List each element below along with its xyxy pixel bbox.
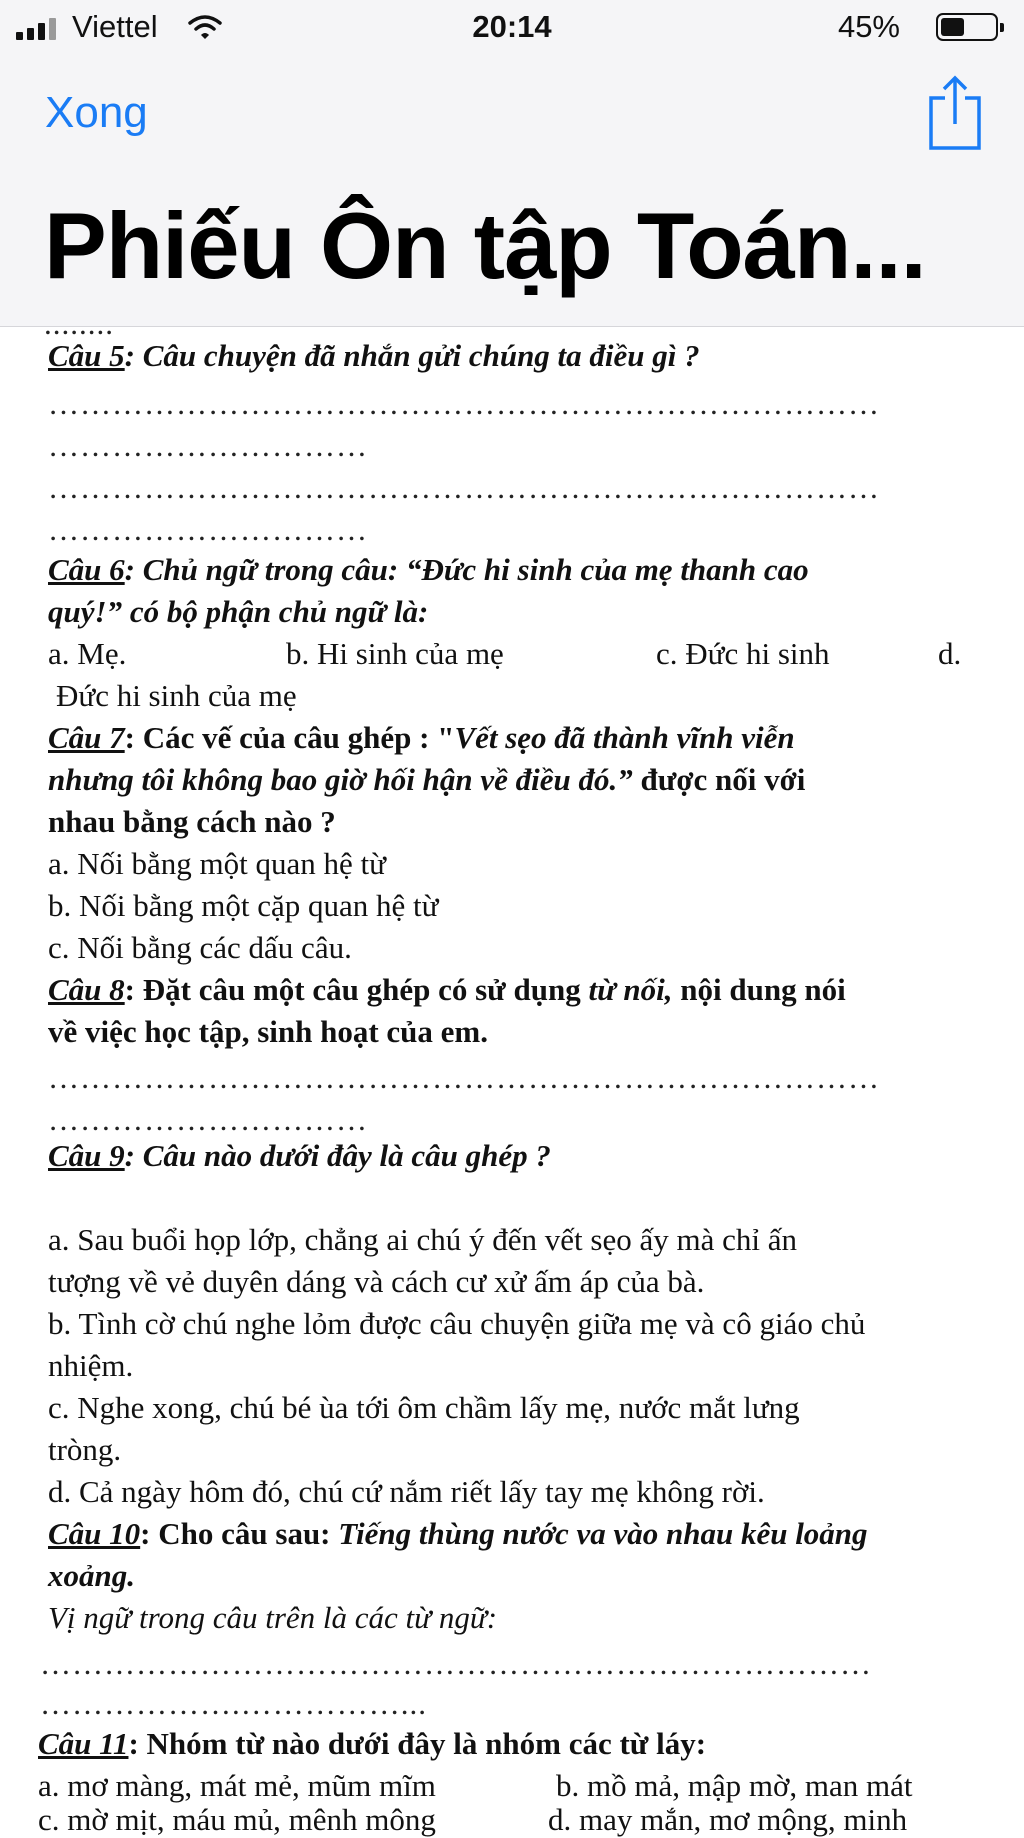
question-label: Câu 9 [48, 1138, 125, 1173]
question-label: Câu 10 [48, 1516, 141, 1551]
question-text: Đặt câu một câu ghép có sử dụng [142, 972, 589, 1007]
question-text: về việc học tập, sinh hoạt của em. [48, 1014, 489, 1049]
option-d: d. Cả ngày hôm đó, chú cứ nắm riết lấy tay mẹ không rời. [48, 1474, 765, 1509]
question-text: Chủ ngữ trong câu: “Đức hi sinh của mẹ thanh cao [142, 552, 809, 587]
question-text: Cho câu sau: [150, 1516, 339, 1551]
option-c: c. Nghe xong, chú bé ùa tới ôm chầm lấy mẹ, nước mắt lưng [48, 1390, 800, 1425]
question-label: Câu 8 [48, 972, 125, 1007]
option-c-cont: tròng. [48, 1432, 122, 1467]
question-text: được nối với [632, 762, 806, 797]
document-view[interactable] [0, 306, 1024, 1837]
answer-line: ………………………… [48, 1102, 368, 1137]
question-text: từ nối, [588, 972, 673, 1007]
option-a: a. mơ màng, mát mẻ, mũm mĩm [38, 1768, 436, 1803]
question-text: Các vế của câu ghép : " [142, 720, 455, 755]
question-label: Câu 6 [48, 552, 125, 587]
option-b: b. Hi sinh của mẹ [286, 636, 504, 671]
option-c: c. Nối bằng các dấu câu. [48, 930, 352, 965]
option-b-cont: nhiệm. [48, 1348, 134, 1383]
question-7: Câu 7: Các vế của câu ghép : "Vết sẹo đã thành vĩnh viễn [48, 720, 795, 755]
question-text: nội dung nói [672, 972, 846, 1007]
answer-line: …………………………………………………………………… [48, 386, 880, 421]
option-c: c. mờ mịt, máu mủ, mênh mông [38, 1802, 436, 1837]
question-text: Câu chuyện đã nhắn gửi chúng ta điều gì ? [142, 338, 700, 373]
question-6: Câu 6: Chủ ngữ trong câu: “Đức hi sinh của mẹ thanh cao [48, 552, 809, 587]
option-a: a. Nối bằng một quan hệ từ [48, 846, 386, 881]
question-8: Câu 8: Đặt câu một câu ghép có sử dụng từ nối, nội dung nói [48, 972, 846, 1007]
status-time: 20:14 [472, 9, 552, 44]
answer-line: ………………………… [48, 512, 368, 547]
question-prompt: Vị ngữ trong câu trên là các từ ngữ: [48, 1600, 498, 1635]
option-a: a. Sau buổi họp lớp, chẳng ai chú ý đến vết sẹo ấy mà chỉ ấn [48, 1222, 797, 1257]
question-quote: Vết sẹo đã thành vĩnh viễn [454, 720, 795, 755]
option-a: a. Mẹ. [48, 636, 127, 671]
status-bar [0, 0, 1024, 56]
answer-line: …………………………………………………………………… [48, 470, 880, 505]
answer-line: …………………………………………………………………… [40, 1646, 872, 1681]
question-text: quý!” có bộ phận chủ ngữ là: [48, 594, 429, 629]
answer-line: ………………………… [48, 428, 368, 463]
page-title: Phiếu Ôn tập Toán... [44, 193, 926, 298]
answer-line: ……………….……………... [40, 1686, 427, 1721]
option-b: b. Nối bằng một cặp quan hệ từ [48, 888, 439, 923]
question-quote: nhưng tôi không bao giờ hối hận về điều đó.” [48, 762, 633, 797]
carrier-name: Viettel [72, 9, 158, 44]
question-text: Câu nào dưới đây là câu ghép ? [142, 1138, 551, 1173]
done-button[interactable]: Xong [45, 88, 148, 137]
question-text: nhau bằng cách nào ? [48, 804, 336, 839]
question-quote: xoảng. [48, 1558, 135, 1593]
header-area [0, 0, 1024, 327]
option-b: b. mồ mả, mập mờ, man mát [556, 1768, 913, 1803]
question-label: Câu 5 [48, 338, 125, 373]
option-a-cont: tượng về vẻ duyên dáng và cách cư xử ấm áp của bà. [48, 1264, 705, 1299]
question-5: Câu 5: Câu chuyện đã nhắn gửi chúng ta điều gì ? [48, 338, 700, 373]
answer-line: …………………………………………………………………… [48, 1060, 880, 1095]
question-label: Câu 11 [38, 1726, 129, 1761]
option-c: c. Đức hi sinh [656, 636, 830, 671]
question-9: Câu 9: Câu nào dưới đây là câu ghép ? [48, 1138, 551, 1173]
dotted-line: ........ [44, 306, 114, 341]
question-7-line2 [48, 762, 805, 798]
share-icon[interactable] [927, 74, 983, 157]
question-quote: Tiếng thùng nước va vào nhau kêu loảng [338, 1516, 868, 1551]
option-d: d. [938, 636, 962, 671]
option-d: d. may mắn, mơ mộng, minh [548, 1802, 908, 1837]
battery-icon [936, 13, 998, 41]
question-text: Nhóm từ nào dưới đây là nhóm các từ láy: [146, 1726, 707, 1761]
option-b: b. Tình cờ chú nghe lỏm được câu chuyện giữa mẹ và cô giáo chủ [48, 1306, 866, 1341]
question-label: Câu 7 [48, 720, 125, 755]
question-11: Câu 11: Nhóm từ nào dưới đây là nhóm các từ láy: [38, 1726, 707, 1761]
battery-percent: 45% [837, 9, 900, 44]
question-10: Câu 10: Cho câu sau: Tiếng thùng nước va vào nhau kêu loảng [48, 1516, 868, 1551]
option-d-text: Đức hi sinh của mẹ [56, 678, 297, 713]
